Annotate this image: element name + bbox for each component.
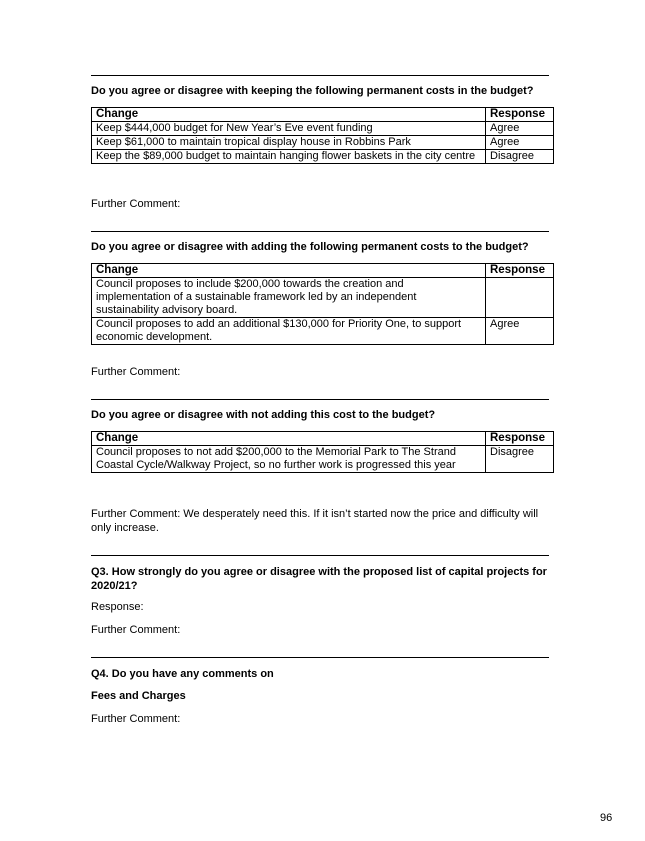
table-row <box>92 122 554 136</box>
section1-table <box>91 107 554 164</box>
section3-further-comment: Further Comment: We desperately need this. If it isn’t started now the price and difficulty will only increase. <box>91 508 539 534</box>
response-cell: Disagree <box>486 446 554 473</box>
q4-further-comment: Further Comment: <box>91 713 181 725</box>
change-cell: Council proposes to not add $200,000 to the Memorial Park to The Strand Coastal Cycle/Walkway Project, so no further work is progressed this year <box>92 446 486 473</box>
page-number: 96 <box>600 812 613 824</box>
header-response: Response <box>486 432 554 446</box>
table-header-row <box>92 432 554 446</box>
change-cell: Council proposes to include $200,000 towards the creation and implementation of a sustainable framework led by an independent sustainability advisory board. <box>92 278 486 318</box>
q4-question: Q4. Do you have any comments on <box>91 668 274 680</box>
response-cell: Agree <box>486 318 554 345</box>
section2-further-comment: Further Comment: <box>91 366 181 378</box>
header-response: Response <box>486 264 554 278</box>
response-cell: Agree <box>486 122 554 136</box>
table-row <box>92 136 554 150</box>
divider-rule <box>91 231 549 232</box>
header-change: Change <box>92 432 486 446</box>
change-cell: Keep $444,000 budget for New Year’s Eve event funding <box>92 122 486 136</box>
table-row <box>92 446 554 473</box>
q3-further-comment: Further Comment: <box>91 624 181 636</box>
change-cell: Keep the $89,000 budget to maintain hanging flower baskets in the city centre <box>92 150 486 164</box>
change-cell: Keep $61,000 to maintain tropical display house in Robbins Park <box>92 136 486 150</box>
table-row <box>92 278 554 318</box>
divider-rule <box>91 75 549 76</box>
q4-subheading: Fees and Charges <box>91 690 186 702</box>
section3-question: Do you agree or disagree with not adding this cost to the budget? <box>91 409 436 421</box>
table-header-row <box>92 264 554 278</box>
q3-response: Response: <box>91 601 144 613</box>
header-change: Change <box>92 108 486 122</box>
header-response: Response <box>486 108 554 122</box>
table-row <box>92 318 554 345</box>
change-cell: Council proposes to add an additional $130,000 for Priority One, to support economic development. <box>92 318 486 345</box>
divider-rule <box>91 657 549 658</box>
section2-table <box>91 263 554 345</box>
header-change: Change <box>92 264 486 278</box>
response-cell <box>486 278 554 318</box>
section2-question: Do you agree or disagree with adding the following permanent costs to the budget? <box>91 241 529 253</box>
q3-question: Q3. How strongly do you agree or disagree with the proposed list of capital projects for 2020/21? <box>91 566 547 592</box>
section1-question: Do you agree or disagree with keeping the following permanent costs in the budget? <box>91 85 534 97</box>
section1-further-comment: Further Comment: <box>91 198 181 210</box>
table-row <box>92 150 554 164</box>
response-cell: Disagree <box>486 150 554 164</box>
table-header-row <box>92 108 554 122</box>
response-cell: Agree <box>486 136 554 150</box>
divider-rule <box>91 399 549 400</box>
divider-rule <box>91 555 549 556</box>
section3-table <box>91 431 554 473</box>
